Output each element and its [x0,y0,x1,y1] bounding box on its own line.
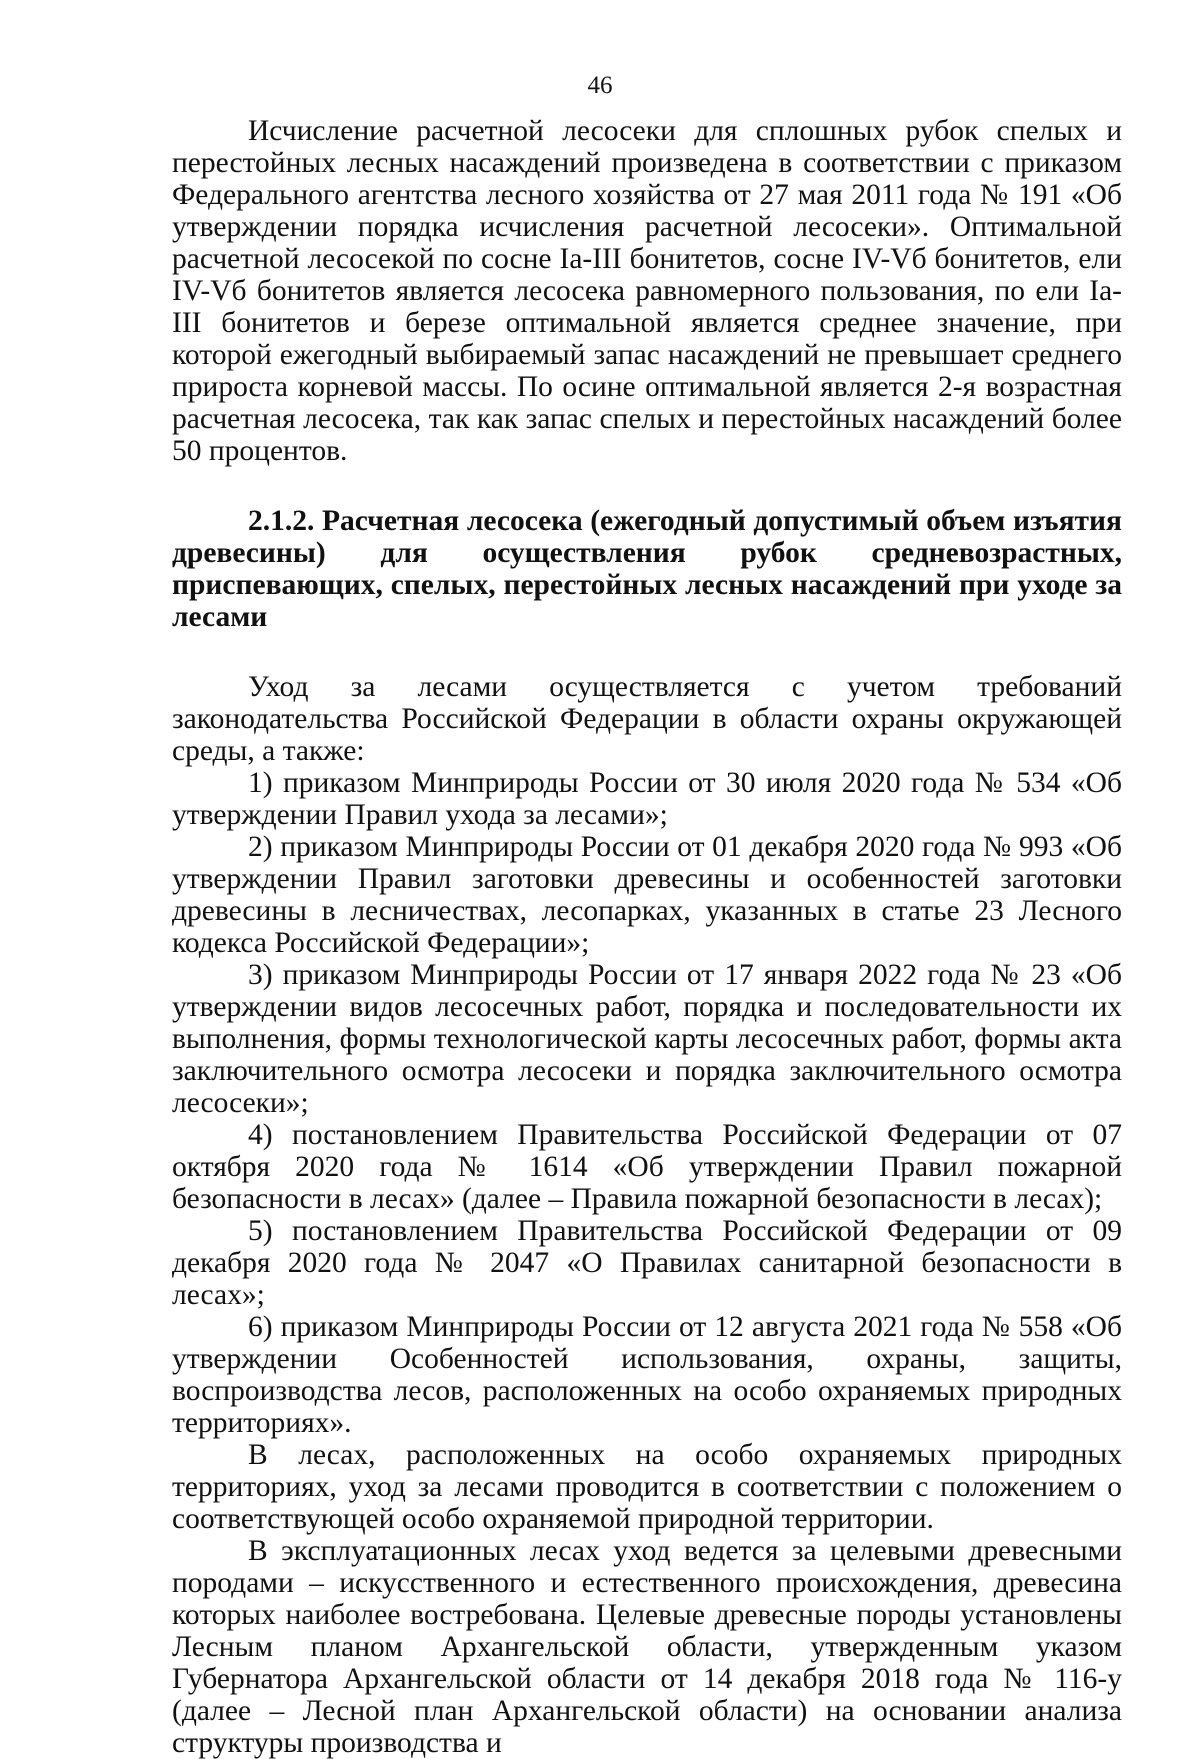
list-item: 1) приказом Минприроды России от 30 июля 2020 года № 534 «Об утверждении Правил ухода за лесами»; [172,767,1122,831]
list-item: 5) постановлением Правительства Российской Федерации от 09 декабря 2020 года № 2047 «О Правилах санитарной безопасности в лесах»; [172,1215,1122,1311]
list-item: 3) приказом Минприроды России от 17 января 2022 года № 23 «Об утверждении видов лесосечных работ, порядка и последовательности их выполнения, формы технологической карты лесосечных работ, формы акта заключительного осмотра лесосеки и порядка заключительного осмотра лесосеки»; [172,959,1122,1119]
section-heading: 2.1.2. Расчетная лесосека (ежегодный допустимый объем изъятия древесины) для осуществления рубок средневозрастных, приспевающих, спелых, перестойных лесных насаждений при уходе за лесами [172,505,1122,633]
list-item: 2) приказом Минприроды России от 01 декабря 2020 года № 993 «Об утверждении Правил заготовки древесины и особенностей заготовки древесины в лесничествах, лесопарках, указанных в статье 23 Лесного кодекса Российской Федерации»; [172,831,1122,959]
document-body [172,115,1122,1759]
paragraph: Уход за лесами осуществляется с учетом требований законодательства Российской Федерации в области охраны окружающей среды, а также: [172,671,1122,767]
paragraph: Исчисление расчетной лесосеки для сплошных рубок спелых и перестойных лесных насаждений произведена в соответствии с приказом Федерального агентства лесного хозяйства от 27 мая 2011 года № 191 «Об утверждении порядка исчисления расчетной лесосеки». Оптимальной расчетной лесосекой по сосне Ia-III бонитетов, сосне IV-Vб бонитетов, ели IV-Vб бонитетов является лесосека равномерного пользования, по ели Ia-III бонитетов и березе оптимальной является среднее значение, при которой ежегодный выбираемый запас насаждений не превышает среднего прироста корневой массы. По осине оптимальной является 2-я возрастная расчетная лесосека, так как запас спелых и перестойных насаждений более 50 процентов. [172,115,1122,467]
list-item: 4) постановлением Правительства Российской Федерации от 07 октября 2020 года № 1614 «Об утверждении Правил пожарной безопасности в лесах» (далее – Правила пожарной безопасности в лесах); [172,1119,1122,1215]
page-number: 46 [587,72,613,99]
list-item: 6) приказом Минприроды России от 12 августа 2021 года № 558 «Об утверждении Особенностей использования, охраны, защиты, воспроизводства лесов, расположенных на особо охраняемых природных территориях». [172,1311,1122,1439]
paragraph: В лесах, расположенных на особо охраняемых природных территориях, уход за лесами проводится в соответствии с положением о соответствующей особо охраняемой природной территории. [172,1439,1122,1535]
paragraph: В эксплуатационных лесах уход ведется за целевыми древесными породами – искусственного и естественного происхождения, древесина которых наиболее востребована. Целевые древесные породы установлены Лесным планом Архангельской области, утвержденным указом Губернатора Архангельской области от 14 декабря 2018 года № 116-у (далее – Лесной план Архангельской области) на основании анализа структуры производства и [172,1535,1122,1759]
